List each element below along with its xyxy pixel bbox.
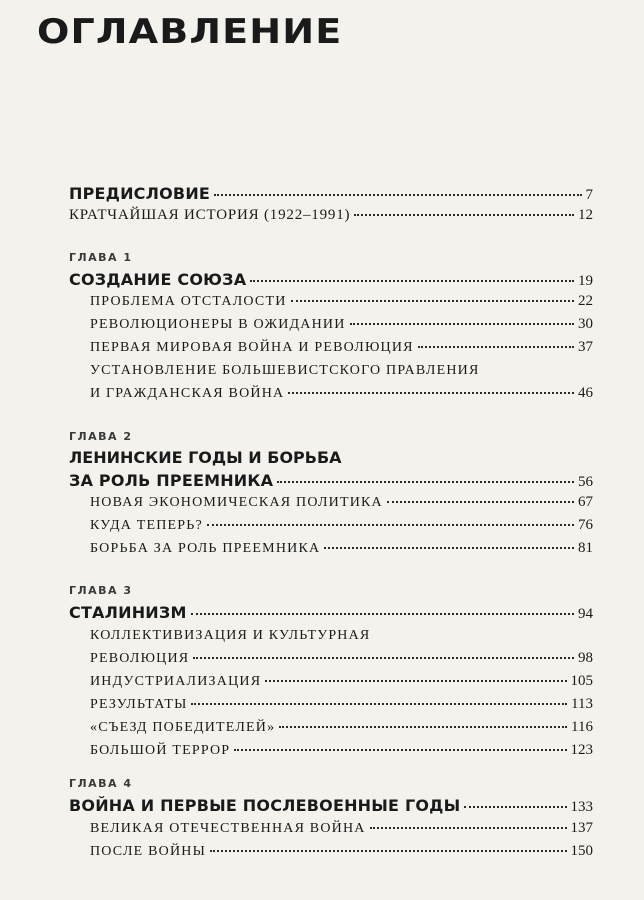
- toc-chapter-title[interactable]: [69, 603, 593, 625]
- toc-section[interactable]: [90, 316, 593, 338]
- toc-section[interactable]: [90, 673, 593, 695]
- toc-section[interactable]: [90, 843, 593, 865]
- leader-dots: [418, 346, 574, 348]
- toc-chapter-title-line1[interactable]: ЛЕНИНСКИЕ ГОДЫ И БОРЬБА: [69, 448, 342, 467]
- toc-entry-label: И ГРАЖДАНСКАЯ ВОЙНА: [90, 386, 285, 401]
- toc-entry-preface[interactable]: [69, 184, 593, 206]
- toc-section-line1[interactable]: УСТАНОВЛЕНИЕ БОЛЬШЕВИСТСКОГО ПРАВЛЕНИЯ: [90, 363, 480, 378]
- toc-entry-label: ПРОБЛЕМА ОТСТАЛОСТИ: [90, 294, 287, 309]
- toc-chapter-title[interactable]: [69, 796, 593, 818]
- page-number: 19: [578, 273, 593, 289]
- leader-dots: [291, 300, 574, 302]
- chapter-label: ГЛАВА 2: [69, 430, 133, 443]
- page-number: 30: [578, 316, 593, 332]
- leader-dots: [214, 194, 581, 196]
- toc-entry-label: БОРЬБА ЗА РОЛЬ ПРЕЕМНИКА: [90, 541, 321, 556]
- toc-section[interactable]: [90, 494, 593, 516]
- leader-dots: [464, 806, 566, 808]
- page-number: 76: [578, 517, 593, 533]
- toc-section[interactable]: [90, 293, 593, 315]
- toc-section[interactable]: [90, 339, 593, 361]
- toc-entry-label: ВОЙНА И ПЕРВЫЕ ПОСЛЕВОЕННЫЕ ГОДЫ: [69, 796, 461, 815]
- page-number: 12: [578, 207, 593, 223]
- toc-chapter-title[interactable]: [69, 471, 593, 493]
- toc-entry-label: РЕЗУЛЬТАТЫ: [90, 697, 188, 712]
- leader-dots: [234, 749, 566, 751]
- toc-entry-label: КРАТЧАЙШАЯ ИСТОРИЯ (1922–1991): [69, 207, 351, 223]
- toc-chapter-title[interactable]: [69, 270, 593, 292]
- leader-dots: [191, 703, 567, 705]
- page-number: 94: [578, 606, 593, 622]
- page-number: 98: [578, 650, 593, 666]
- leader-dots: [207, 524, 574, 526]
- toc-entry-label: СТАЛИНИЗМ: [69, 603, 187, 622]
- page-number: 46: [578, 385, 593, 401]
- toc-entry-label: СОЗДАНИЕ СОЮЗА: [69, 270, 247, 289]
- toc-entry-label: «СЪЕЗД ПОБЕДИТЕЛЕЙ»: [90, 720, 276, 735]
- leader-dots: [354, 214, 574, 216]
- toc-section[interactable]: [90, 540, 593, 562]
- page-number: 133: [570, 799, 593, 815]
- leader-dots: [210, 850, 566, 852]
- page-number: 81: [578, 540, 593, 556]
- toc-section-line1[interactable]: КОЛЛЕКТИВИЗАЦИЯ И КУЛЬТУРНАЯ: [90, 628, 371, 643]
- page-title: ОГЛАВЛЕНИЕ: [37, 12, 343, 52]
- toc-entry-label: ПРЕДИСЛОВИЕ: [69, 184, 211, 203]
- page-number: 116: [571, 719, 593, 735]
- toc-entry-label: КУДА ТЕПЕРЬ?: [90, 518, 203, 533]
- leader-dots: [288, 392, 574, 394]
- leader-dots: [370, 827, 567, 829]
- toc-entry-label: ИНДУСТРИАЛИЗАЦИЯ: [90, 674, 262, 689]
- page-number: 22: [578, 293, 593, 309]
- toc-section[interactable]: [90, 820, 593, 842]
- leader-dots: [191, 613, 574, 615]
- chapter-label: ГЛАВА 1: [69, 251, 133, 264]
- toc-entry-short-history[interactable]: [69, 207, 593, 229]
- page-number: 113: [571, 696, 593, 712]
- page-number: 123: [570, 742, 593, 758]
- leader-dots: [193, 657, 574, 659]
- toc-section[interactable]: [90, 517, 593, 539]
- toc-entry-label: НОВАЯ ЭКОНОМИЧЕСКАЯ ПОЛИТИКА: [90, 495, 383, 510]
- leader-dots: [265, 680, 566, 682]
- chapter-label: ГЛАВА 4: [69, 777, 133, 790]
- toc-entry-label: БОЛЬШОЙ ТЕРРОР: [90, 743, 231, 758]
- leader-dots: [350, 323, 574, 325]
- toc-section[interactable]: [90, 650, 593, 672]
- toc-section[interactable]: [90, 385, 593, 407]
- leader-dots: [250, 280, 574, 282]
- toc-entry-label: ЗА РОЛЬ ПРЕЕМНИКА: [69, 471, 274, 490]
- page-number: 56: [578, 474, 593, 490]
- leader-dots: [279, 726, 567, 728]
- toc-entry-label: РЕВОЛЮЦИЯ: [90, 651, 190, 666]
- toc-entry-label: ВЕЛИКАЯ ОТЕЧЕСТВЕННАЯ ВОЙНА: [90, 821, 366, 836]
- toc-entry-label: ПЕРВАЯ МИРОВАЯ ВОЙНА И РЕВОЛЮЦИЯ: [90, 340, 414, 355]
- chapter-label: ГЛАВА 3: [69, 584, 133, 597]
- toc-entry-label: ПОСЛЕ ВОЙНЫ: [90, 844, 207, 859]
- page-number: 67: [578, 494, 593, 510]
- page-number: 105: [570, 673, 593, 689]
- toc-section[interactable]: [90, 696, 593, 718]
- page-number: 137: [570, 820, 593, 836]
- leader-dots: [277, 481, 574, 483]
- page-number: 150: [570, 843, 593, 859]
- toc-entry-label: РЕВОЛЮЦИОНЕРЫ В ОЖИДАНИИ: [90, 317, 346, 332]
- toc-section[interactable]: [90, 719, 593, 741]
- page-number: 7: [585, 187, 593, 203]
- page-number: 37: [578, 339, 593, 355]
- leader-dots: [387, 501, 574, 503]
- toc-section[interactable]: [90, 742, 593, 764]
- leader-dots: [324, 547, 574, 549]
